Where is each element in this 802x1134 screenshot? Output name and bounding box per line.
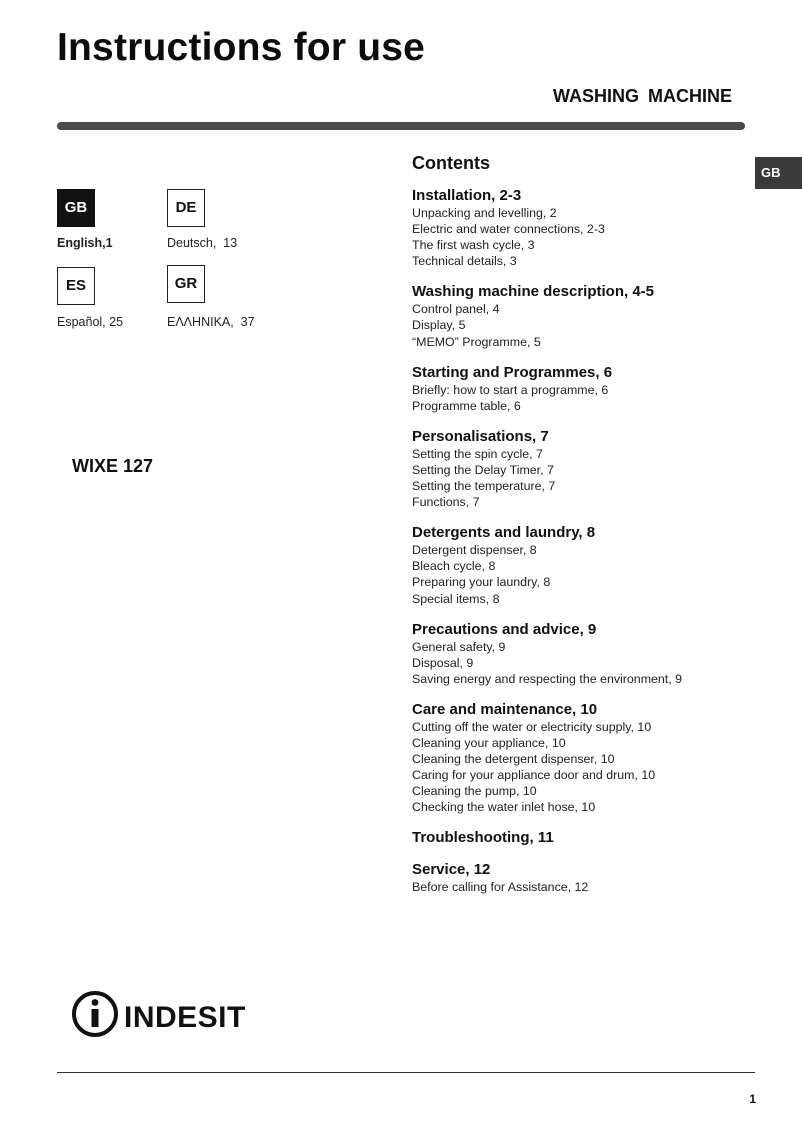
page-title: Instructions for use [57,26,426,69]
toc-item[interactable]: Setting the spin cycle, 7 [412,446,543,461]
logo-text: INDESIT [124,1001,246,1034]
toc-item[interactable]: Cleaning your appliance, 10 [412,735,566,750]
toc-heading[interactable]: Washing machine description, 4-5 [412,283,654,301]
language-side-tab: GB [755,157,802,189]
toc-section [412,701,752,816]
toc-item[interactable]: The first wash cycle, 3 [412,238,535,253]
language-label-english[interactable]: English,1 [57,236,113,250]
toc-item[interactable]: Saving energy and respecting the environment, 9 [412,671,683,686]
footer-divider [57,1072,755,1073]
toc-heading[interactable]: Detergents and laundry, 8 [412,524,596,542]
toc-item[interactable]: Special items, 8 [412,591,500,606]
toc-item[interactable]: Setting the temperature, 7 [412,479,556,494]
language-page: 1 [105,236,113,250]
language-name: English [57,236,103,250]
toc-section [412,364,752,414]
contents-title: Contents [412,153,490,173]
document-subtitle: WASHING MACHINE [553,86,732,106]
toc-item[interactable]: Preparing your laundry, 8 [412,575,551,590]
toc-item[interactable]: “MEMO” Programme, 5 [412,334,541,349]
toc-section [412,283,752,349]
language-name: ΕΛΛΗΝΙΚΑ, [167,315,234,329]
page-number: 1 [749,1092,756,1106]
toc-heading[interactable]: Troubleshooting, 11 [412,829,554,847]
language-label-deutsch[interactable] [167,235,237,251]
model-number: WIXE 127 [72,456,154,476]
language-name: Deutsch, [167,236,217,250]
language-box-de[interactable]: DE [167,189,205,227]
logo-dot-icon [92,999,99,1006]
toc-heading[interactable]: Care and maintenance, 10 [412,700,598,718]
toc-item[interactable]: Detergent dispenser, 8 [412,543,537,558]
language-label-greek[interactable] [167,314,255,330]
language-label-espanol[interactable] [57,314,123,330]
language-page: 37 [240,315,255,329]
language-page: 13 [223,236,238,250]
toc-item[interactable]: Before calling for Assistance, 12 [412,880,589,895]
toc-section [412,829,752,847]
toc-item[interactable]: Cleaning the detergent dispenser, 10 [412,752,615,767]
logo-stem-icon [92,1009,99,1027]
toc-item[interactable]: Technical details, 3 [412,254,517,269]
toc-item[interactable]: Unpacking and levelling, 2 [412,206,557,220]
toc-item[interactable]: Caring for your appliance door and drum, 10 [412,768,656,783]
indesit-logo [71,990,271,1040]
language-name: Español, [57,315,106,329]
toc-item[interactable]: Programme table, 6 [412,398,521,413]
toc-item[interactable]: Setting the Delay Timer, 7 [412,462,554,477]
language-box-gb[interactable]: GB [57,189,95,227]
language-box-es[interactable]: ES [57,267,95,305]
language-box-gr[interactable]: GR [167,265,205,303]
toc-section [412,621,752,687]
toc-item[interactable]: Cleaning the pump, 10 [412,784,537,799]
toc-item[interactable]: Disposal, 9 [412,655,474,670]
toc-item[interactable]: Functions, 7 [412,495,480,510]
toc-item[interactable]: General safety, 9 [412,639,506,654]
toc-item[interactable]: Control panel, 4 [412,302,500,317]
toc-section [412,524,752,606]
toc-item[interactable]: Briefly: how to start a programme, 6 [412,382,609,397]
toc-item[interactable]: Bleach cycle, 8 [412,559,496,574]
toc-heading[interactable]: Installation, 2-3 [412,187,522,204]
toc-item[interactable]: Checking the water inlet hose, 10 [412,800,596,815]
header-divider-bar [57,122,745,130]
toc-section [412,187,752,269]
toc-section [412,861,752,895]
toc-item[interactable]: Cutting off the water or electricity supply, 10 [412,719,652,734]
toc-section [412,428,752,510]
toc-item[interactable]: Display, 5 [412,318,466,333]
toc-heading[interactable]: Service, 12 [412,861,491,879]
language-page: 25 [109,315,124,329]
toc-heading[interactable]: Starting and Programmes, 6 [412,363,613,381]
toc-item[interactable]: Electric and water connections, 2-3 [412,222,605,237]
toc-heading[interactable]: Personalisations, 7 [412,427,549,445]
table-of-contents [412,187,752,910]
toc-heading[interactable]: Precautions and advice, 9 [412,620,597,638]
